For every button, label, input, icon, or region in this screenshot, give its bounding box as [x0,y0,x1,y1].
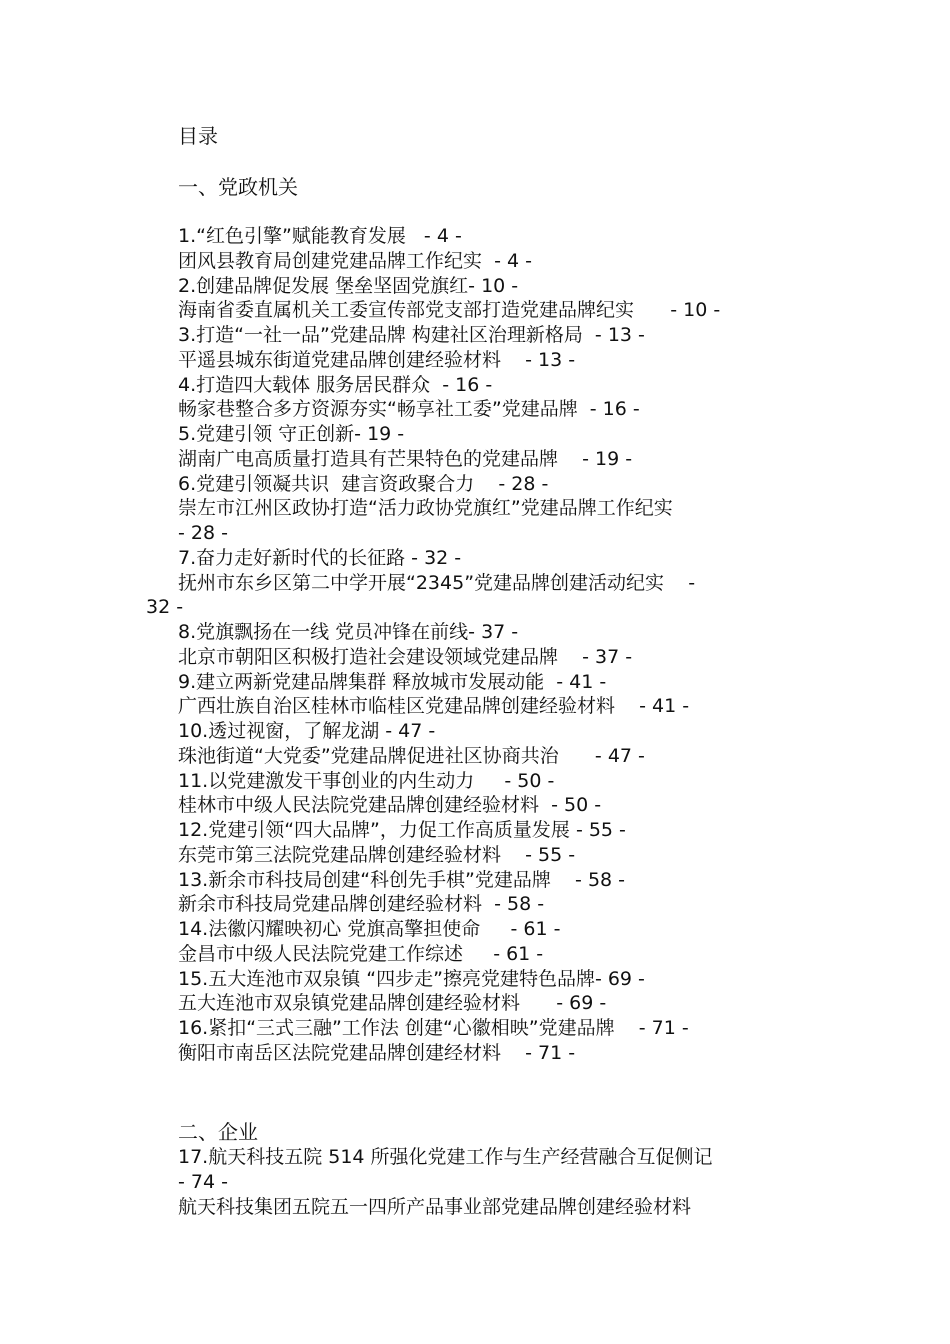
toc-entry[interactable]: 4.打造四大载体 服务居民群众 - 16 - [178,374,493,396]
toc-entry[interactable]: 10.透过视窗，了解龙湖 - 47 - [178,720,436,742]
toc-entry[interactable]: 五大连池市双泉镇党建品牌创建经验材料 - 69 - [178,992,607,1014]
toc-entry-page-wrap[interactable]: 32 - [146,596,184,618]
toc-entry[interactable]: 广西壮族自治区桂林市临桂区党建品牌创建经验材料 - 41 - [178,695,690,717]
toc-entry-page-wrap[interactable]: - 28 - [178,522,228,544]
toc-entry[interactable]: 桂林市中级人民法院党建品牌创建经验材料 - 50 - [178,794,602,816]
toc-entry[interactable]: 3.打造“一社一品”党建品牌 构建社区治理新格局 - 13 - [178,324,645,346]
toc-entry[interactable]: 金昌市中级人民法院党建工作综述 - 61 - [178,943,544,965]
toc-title: 目录 [178,124,218,148]
toc-entry[interactable]: 6.党建引领凝共识 建言资政聚合力 - 28 - [178,473,549,495]
section-heading-party-government: 一、党政机关 [178,175,298,199]
toc-entry-page-wrap[interactable]: - 74 - [178,1171,228,1193]
toc-entry[interactable]: 畅家巷整合多方资源夯实“畅享社工委”党建品牌 - 16 - [178,398,640,420]
toc-entry[interactable]: 9.建立两新党建品牌集群 释放城市发展动能 - 41 - [178,671,607,693]
toc-entry[interactable]: 崇左市江州区政协打造“活力政协党旗红”党建品牌工作纪实 [178,497,673,519]
toc-entry[interactable]: 湖南广电高质量打造具有芒果特色的党建品牌 - 19 - [178,448,633,470]
toc-entry[interactable]: 8.党旗飘扬在一线 党员冲锋在前线- 37 - [178,621,519,643]
toc-entry[interactable]: 13.新余市科技局创建“科创先手棋”党建品牌 - 58 - [178,869,626,891]
section-heading-enterprise: 二、企业 [178,1120,258,1144]
toc-entry[interactable]: 5.党建引领 守正创新- 19 - [178,423,405,445]
toc-entry[interactable]: 17.航天科技五院 514 所强化党建工作与生产经营融合互促侧记 [178,1146,713,1168]
toc-entry[interactable]: 16.紧扣“三式三融”工作法 创建“心徽相映”党建品牌 - 71 - [178,1017,689,1039]
toc-entry[interactable]: 新余市科技局党建品牌创建经验材料 - 58 - [178,893,545,915]
toc-entry[interactable]: 11.以党建激发干事创业的内生动力 - 50 - [178,770,555,792]
toc-entry[interactable]: 珠池街道“大党委”党建品牌促进社区协商共治 - 47 - [178,745,645,767]
toc-entry[interactable]: 14.法徽闪耀映初心 党旗高擎担使命 - 61 - [178,918,561,940]
toc-entry[interactable]: 航天科技集团五院五一四所产品事业部党建品牌创建经验材料 [178,1196,692,1218]
toc-entry[interactable]: 抚州市东乡区第二中学开展“2345”党建品牌创建活动纪实 - [178,572,696,594]
toc-entry[interactable]: 12.党建引领“四大品牌”，力促工作高质量发展 - 55 - [178,819,626,841]
toc-entry[interactable]: 平遥县城东街道党建品牌创建经验材料 - 13 - [178,349,576,371]
toc-entry[interactable]: 东莞市第三法院党建品牌创建经验材料 - 55 - [178,844,576,866]
toc-entry[interactable]: 2.创建品牌促发展 堡垒坚固党旗红- 10 - [178,275,519,297]
toc-entry[interactable]: 7.奋力走好新时代的长征路 - 32 - [178,547,462,569]
toc-entry[interactable]: 北京市朝阳区积极打造社会建设领域党建品牌 - 37 - [178,646,633,668]
toc-entry[interactable]: 1.“红色引擎”赋能教育发展 - 4 - [178,225,462,247]
toc-entry[interactable]: 海南省委直属机关工委宣传部党支部打造党建品牌纪实 - 10 - [178,299,721,321]
toc-entry[interactable]: 衡阳市南岳区法院党建品牌创建经材料 - 71 - [178,1042,576,1064]
toc-entry[interactable]: 15.五大连池市双泉镇 “四步走”擦亮党建特色品牌- 69 - [178,968,645,990]
toc-entry[interactable]: 团风县教育局创建党建品牌工作纪实 - 4 - [178,250,532,272]
